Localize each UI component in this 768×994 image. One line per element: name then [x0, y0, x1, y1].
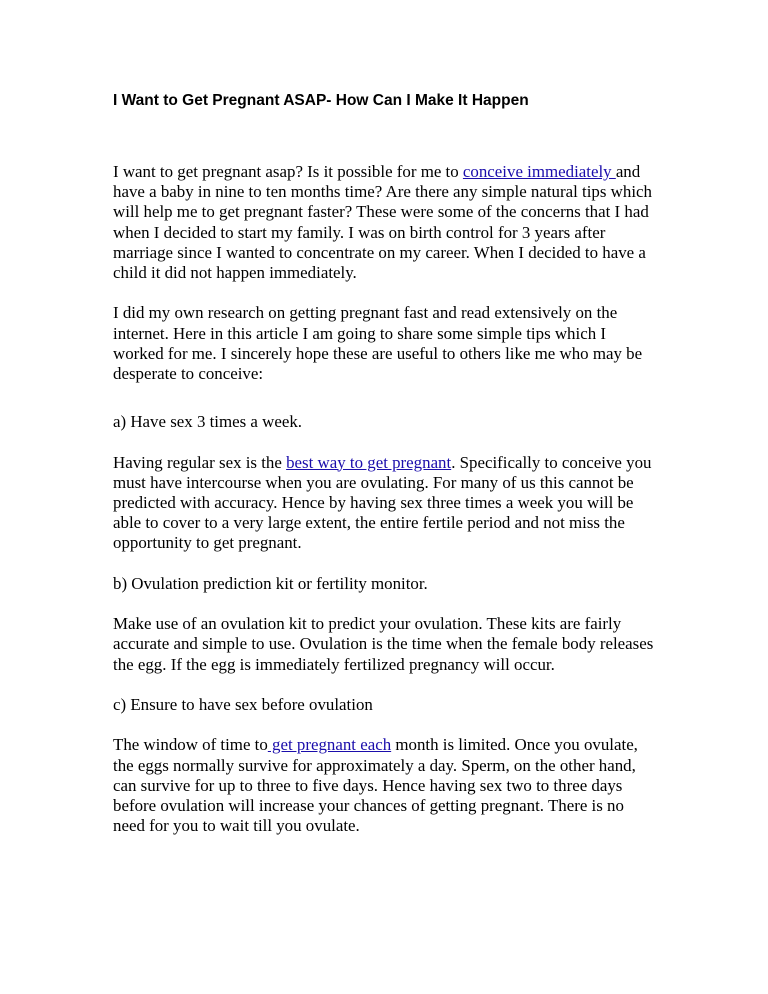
heading-a: a) Have sex 3 times a week.	[113, 412, 303, 432]
heading-c: c) Ensure to have sex before ovulation	[113, 695, 373, 714]
paragraph-intro	[113, 162, 658, 283]
paragraph-c-text-1: The window of time to	[113, 735, 268, 755]
paragraph-a	[113, 453, 658, 554]
best-way-link[interactable]: best way to get pregnant	[286, 452, 452, 472]
paragraph-a-text-1: Having regular sex is the	[113, 452, 287, 472]
heading-b: b) Ovulation prediction kit or fertility monitor.	[113, 573, 428, 593]
conceive-immediately-link[interactable]: conceive immediately	[462, 162, 616, 181]
paragraph-research: I did my own research on getting pregnant fast and read extensively on the internet. Here in this article I am going to share some simple tips which I worked for me. I sincerely hope these are useful to others like me who may be desperate to conceive:	[113, 303, 643, 384]
paragraph-intro-text-2: and have a baby in nine to ten months time? Are there any simple natural tips which will help me to get pregnant faster? These were some of the concerns that I had when I decided to start my family. I was on birth control for 3 years after marriage since I wanted to concentrate on my career. When I decided to have a child it did not happen immediately.	[113, 162, 652, 283]
paragraph-b: Make use of an ovulation kit to predict your ovulation. These kits are fairly accurate and simple to use. Ovulation is the time when the female body releases the egg. If the egg is immediately fertilized pregnancy will occur.	[113, 614, 654, 674]
document-title: I Want to Get Pregnant ASAP- How Can I Make It Happen	[113, 92, 529, 109]
paragraph-intro-text-1: I want to get pregnant asap? Is it possible for me to	[113, 162, 463, 181]
paragraph-c	[113, 735, 658, 836]
paragraph-c-text-2: month is limited. Once you ovulate, the eggs normally survive for approximately a day. Sperm, on the other hand, can survive for up to three to five days. Hence having sex two to three days before ovulation will increase your chances of getting pregnant. There is no need for you to wait till you ovulate.	[113, 735, 638, 836]
get-pregnant-each-link[interactable]: get pregnant each	[267, 735, 392, 755]
paragraph-a-text-2: . Specifically to conceive you must have intercourse when you are ovulating. For many of us this cannot be predicted with accuracy. Hence by having sex three times a week you will be able to cover to a very large extent, the entire fertile period and not miss the opportunity to get pregnant.	[113, 452, 652, 553]
document-body	[113, 162, 658, 836]
